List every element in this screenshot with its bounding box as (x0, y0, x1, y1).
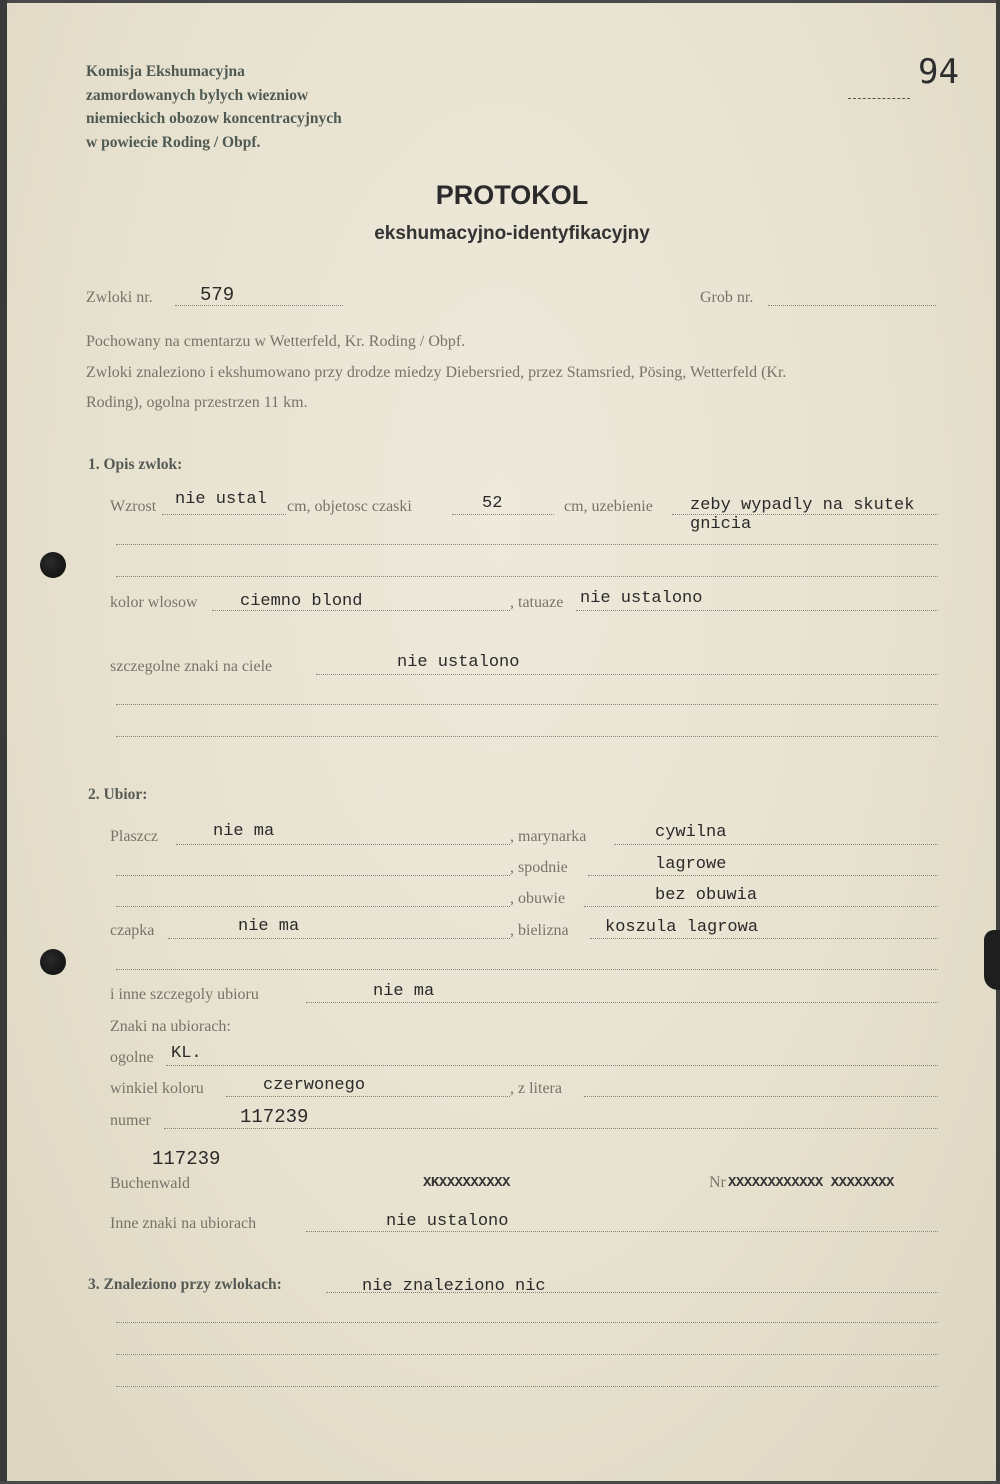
plaszcz-label: Plaszcz (110, 828, 158, 845)
inne-znaki-label: Inne znaki na ubiorach (110, 1215, 257, 1232)
wzrost-dotline (162, 514, 286, 515)
z-litera-dotline (584, 1096, 938, 1097)
punch-hole-bottom (40, 949, 66, 975)
section-1-title: 1. Opis zwlok: (88, 456, 183, 473)
section-3-value: nie znaleziono nic (362, 1277, 546, 1296)
section-2-title: 2. Ubior: (88, 786, 148, 803)
page-number-dashes (848, 98, 910, 99)
szczegolne-znaki-label: szczegolne znaki na ciele (110, 658, 273, 675)
marynarka-label: , marynarka (510, 828, 587, 845)
header-line-2: zamordowanych bylych wiezniow (86, 86, 309, 104)
czapka-label: czapka (110, 922, 155, 939)
page-edge-tear (984, 930, 1000, 990)
winkiel-label: winkiel koloru (110, 1080, 204, 1097)
inne-szczegoly-dotline (306, 1002, 938, 1003)
page-number: 94 (918, 52, 959, 92)
inne-szczegoly-label: i inne szczegoly ubioru (110, 986, 259, 1003)
opis-dotline-2 (116, 576, 938, 577)
plaszcz-dotline (176, 844, 510, 845)
znaki-dotline-1 (116, 704, 938, 705)
grob-dotline (768, 305, 936, 306)
zwloki-value: 579 (200, 284, 235, 306)
page-subtitle: ekshumacyjno-identyfikacyjny (374, 223, 650, 244)
burial-line-1: Pochowany na cmentarzu w Wetterfeld, Kr. Roding / Obpf. (86, 333, 466, 350)
wzrost-label: Wzrost (110, 498, 157, 515)
burial-line-3: Roding), ogolna przestrzen 11 km. (86, 394, 308, 411)
czaszka-dotline (452, 514, 554, 515)
obuwie-label: , obuwie (510, 890, 566, 907)
czapka-value: nie ma (238, 917, 300, 936)
bielizna-dotline (590, 938, 938, 939)
spodnie-value: lagrowe (655, 855, 727, 874)
section-3-dotline-4 (116, 1386, 938, 1387)
struck-out-text-2: XXXXXXXXXXXX XXXXXXXX (728, 1175, 894, 1191)
buchenwald-number: 117239 (152, 1148, 221, 1170)
marynarka-dotline (614, 844, 938, 845)
spodnie-left-dotline (116, 875, 510, 876)
tatuaze-value: nie ustalono (580, 589, 703, 608)
tatuaze-dotline (576, 610, 938, 611)
marynarka-value: cywilna (655, 823, 727, 842)
uzebienie-value-1: zeby wypadly na skutek (690, 496, 915, 515)
numer-dotline (164, 1128, 938, 1129)
inne-znaki-dotline (306, 1231, 938, 1232)
page-title: PROTOKOL (435, 180, 589, 210)
buchenwald-label: Buchenwald (110, 1175, 190, 1192)
uzebienie-value-2: gnicia (690, 515, 752, 534)
szczegolne-znaki-dotline (316, 674, 938, 675)
opis-dotline-1 (116, 544, 938, 545)
section-3-title: 3. Znaleziono przy zwlokach: (88, 1276, 282, 1293)
header-line-4: w powiecie Roding / Obpf. (86, 133, 261, 151)
header-line-1: Komisja Ekshumacyjna (86, 63, 245, 80)
znaki-na-ubiorach-label: Znaki na ubiorach: (110, 1018, 231, 1035)
czaszka-value: 52 (482, 494, 503, 513)
tatuaze-label: , tatuaze (510, 594, 564, 611)
plaszcz-value: nie ma (213, 822, 275, 841)
zwloki-label: Zwloki nr. (86, 289, 153, 306)
winkiel-dotline (226, 1096, 510, 1097)
numer-label: numer (110, 1112, 151, 1129)
znaki-dotline-2 (116, 736, 938, 737)
kolor-wlosow-label: kolor wlosow (110, 594, 198, 611)
obuwie-left-dotline (116, 906, 510, 907)
burial-line-2: Zwloki znaleziono i ekshumowano przy drodze miedzy Diebersried, przez Stamsried, Pösing, Wetterfeld (Kr. (86, 364, 787, 381)
obuwie-value: bez obuwia (655, 886, 758, 905)
czaszka-cm-label: cm, uzebienie (564, 498, 653, 515)
szczegolne-znaki-value: nie ustalono (397, 653, 520, 672)
wzrost-cm-label: cm, objetosc czaski (287, 498, 412, 515)
commission-header (86, 60, 342, 154)
punch-hole-top (40, 552, 66, 578)
ubior-dotline (116, 969, 938, 970)
header-line-3: niemieckich obozow koncentracyjnych (86, 110, 342, 127)
spodnie-label: , spodnie (510, 859, 568, 876)
scan-edge-top (0, 0, 1000, 3)
spodnie-dotline (588, 875, 938, 876)
ogolne-dotline (166, 1065, 938, 1066)
kolor-wlosow-value: ciemno blond (240, 592, 363, 611)
struck-out-text-1: XKXXXXXXXXX (423, 1175, 510, 1191)
section-3-dotline-3 (116, 1354, 938, 1355)
numer-value: 117239 (240, 1106, 309, 1128)
inne-znaki-value: nie ustalono (386, 1212, 509, 1231)
nr-label: Nr (709, 1174, 726, 1191)
grob-label: Grob nr. (700, 289, 754, 306)
winkiel-value: czerwonego (263, 1076, 366, 1095)
z-litera-label: , z litera (510, 1080, 562, 1097)
bielizna-value: koszula lagrowa (605, 918, 759, 937)
inne-szczegoly-value: nie ma (373, 982, 435, 1001)
wzrost-value: nie ustal (175, 490, 267, 509)
bielizna-label: , bielizna (510, 922, 569, 939)
ogolne-label: ogolne (110, 1049, 154, 1066)
obuwie-dotline (584, 906, 938, 907)
czapka-dotline (168, 938, 510, 939)
ogolne-value: KL. (171, 1044, 202, 1063)
section-3-dotline-2 (116, 1322, 938, 1323)
